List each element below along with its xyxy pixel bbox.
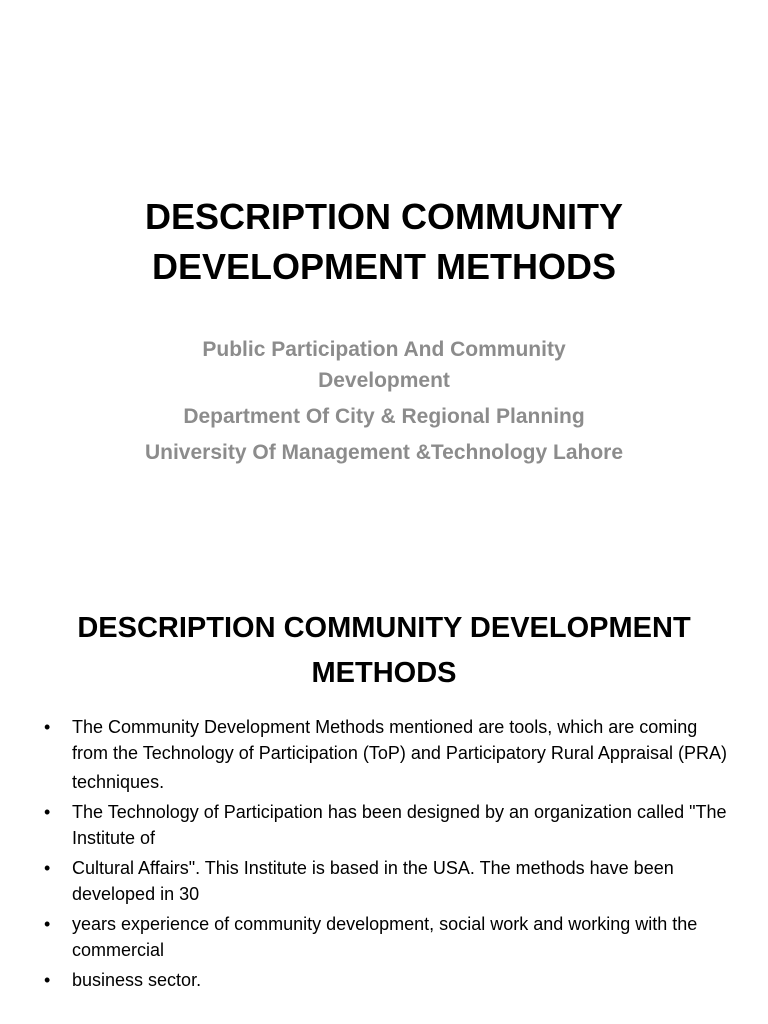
- subtitle-line: Development: [318, 369, 450, 392]
- bullet-icon: •: [44, 858, 51, 878]
- bullet-item: [44, 799, 734, 851]
- slide-content: [0, 560, 768, 1024]
- subtitle-line: Public Participation And Community: [202, 338, 566, 361]
- bullet-item: [44, 714, 734, 766]
- continuation-text: techniques.: [72, 772, 165, 792]
- bullet-item: [44, 855, 734, 907]
- bullet-icon: •: [44, 970, 51, 990]
- subtitle-line: University Of Management &Technology Lahore: [144, 441, 624, 464]
- bullet-icon: •: [44, 802, 51, 822]
- slide-subtitle: [60, 334, 708, 468]
- bullet-text: years experience of community development, social work and working with the commercial: [72, 914, 698, 960]
- bullet-text: business sector.: [72, 970, 202, 990]
- bullet-icon: •: [44, 914, 51, 934]
- bullet-text: The Community Development Methods mentioned are tools, which are coming from the Technology of Participation (ToP) and Participatory Rural Appraisal (PRA): [72, 717, 727, 763]
- subtitle-line: Department Of City & Regional Planning: [183, 405, 585, 428]
- bullet-item: [44, 967, 734, 993]
- bullet-item: [44, 911, 734, 963]
- bullet-text: The Technology of Participation has been designed by an organization called "The Institute of: [72, 802, 727, 848]
- slide-title-heading: DESCRIPTION COMMUNITY DEVELOPMENT METHODS: [144, 196, 623, 287]
- slide-content-heading: DESCRIPTION COMMUNITY DEVELOPMENT METHODS: [77, 612, 691, 689]
- bullet-text: Cultural Affairs". This Institute is based in the USA. The methods have been developed in 30: [72, 858, 674, 904]
- bullet-list: [44, 714, 734, 993]
- bullet-icon: •: [44, 717, 51, 737]
